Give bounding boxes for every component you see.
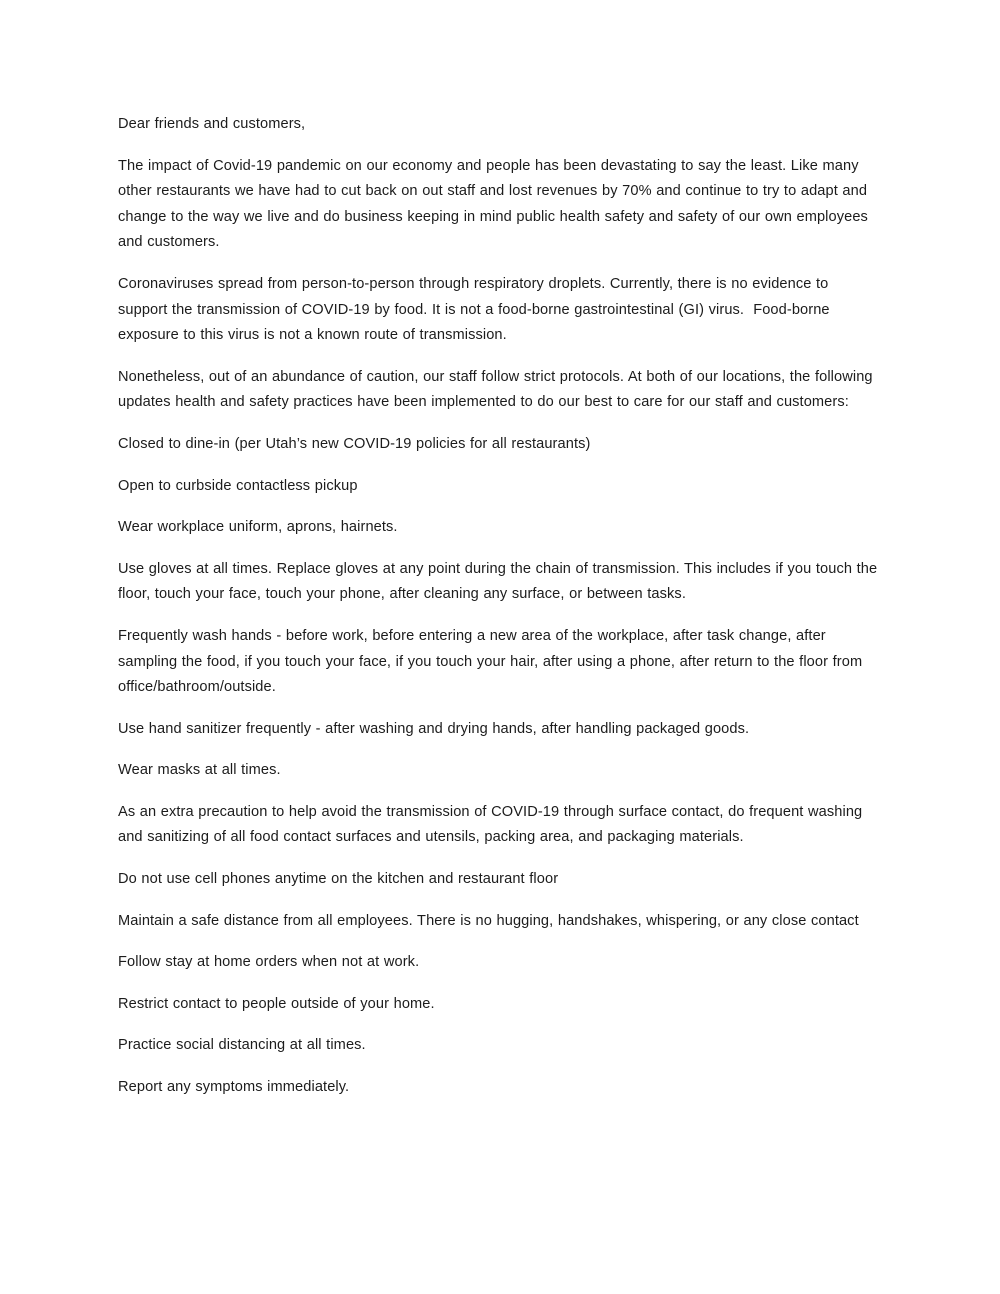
policy-item-stay-at-home: Follow stay at home orders when not at work. xyxy=(118,954,420,971)
body-paragraph-protocols-intro: Nonetheless, out of an abundance of caution, our staff follow strict protocols. At both of our locations, the following updates health and safety practices have been implemented to do our best to care for our staff and customers: xyxy=(118,368,878,411)
policy-item-restrict-contact: Restrict contact to people outside of your home. xyxy=(118,995,435,1012)
greeting: Dear friends and customers, xyxy=(118,116,306,132)
policy-item-uniform: Wear workplace uniform, aprons, hairnets. xyxy=(118,519,398,536)
policy-item-wash-hands: Frequently wash hands - before work, before entering a new area of the workplace, after task change, after sampling the food, if you touch your face, if you touch your hair, after using a phone, after return to the floor from office/bathroom/outside. xyxy=(118,627,867,696)
policy-item-surface-sanitizing: As an extra precaution to help avoid the transmission of COVID-19 through surface contact, do frequent washing and sanitizing of all food contact surfaces and utensils, packing area, and packaging materials. xyxy=(118,803,867,846)
body-paragraph-spread: Coronaviruses spread from person-to-person through respiratory droplets. Currently, there is no evidence to support the transmission of COVID-19 by food. It is not a food-borne gastrointestinal (GI) virus. Food-borne exposure to this virus is not a known route of transmission. xyxy=(118,275,835,344)
document-body xyxy=(118,112,882,1101)
policy-item-hand-sanitizer: Use hand sanitizer frequently - after washing and drying hands, after handling packaged goods. xyxy=(118,720,750,737)
policy-item-closed-dine-in: Closed to dine-in (per Utah’s new COVID-19 policies for all restaurants) xyxy=(118,435,591,452)
policy-item-safe-distance: Maintain a safe distance from all employees. There is no hugging, handshakes, whispering, or any close contact xyxy=(118,912,859,929)
body-paragraph-impact: The impact of Covid-19 pandemic on our economy and people has been devastating to say the least. Like many other restaurants we have had to cut back on out staff and lost revenues by 70% and continue to try to adapt and change to the way we live and do business keeping in mind public health safety and safety of our own employees and customers. xyxy=(118,157,873,251)
policy-item-social-distancing: Practice social distancing at all times. xyxy=(118,1037,366,1054)
policy-item-no-cell-phones: Do not use cell phones anytime on the kitchen and restaurant floor xyxy=(118,871,559,888)
policy-item-masks: Wear masks at all times. xyxy=(118,762,281,779)
policy-item-curbside-pickup: Open to curbside contactless pickup xyxy=(118,477,358,494)
policy-item-report-symptoms: Report any symptoms immediately. xyxy=(118,1079,350,1096)
policy-item-gloves: Use gloves at all times. Replace gloves at any point during the chain of transmission. This includes if you touch the floor, touch your face, touch your phone, after cleaning any surface, or between tasks. xyxy=(118,560,882,603)
